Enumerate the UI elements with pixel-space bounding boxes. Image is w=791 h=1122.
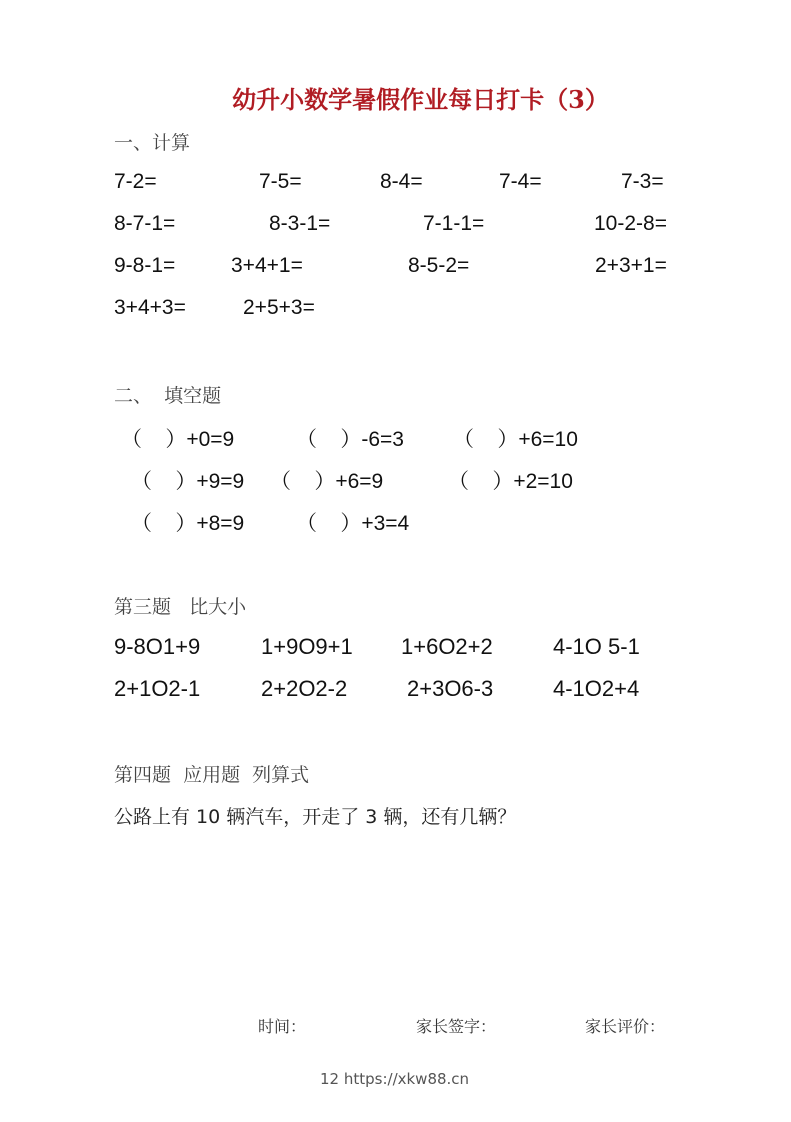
calc-item: 3+4+1=: [231, 254, 303, 277]
page-title: 幼升小数学暑假作业每日打卡（3）: [232, 85, 609, 114]
calc-item: 8-7-1=: [114, 212, 176, 235]
fill-blank-item: （ ）+0=9: [121, 428, 235, 451]
calc-item: 8-4=: [380, 170, 423, 193]
calc-item: 2+3+1=: [595, 254, 667, 277]
compare-item: 4-1O 5-1: [553, 634, 640, 659]
calc-item: 7-5=: [259, 170, 302, 193]
compare-item: 1+9O9+1: [261, 634, 353, 659]
calc-item: 9-8-1=: [114, 254, 176, 277]
parent-review-label: 家长评价：: [585, 1017, 666, 1036]
compare-item: 9-8O1+9: [114, 634, 201, 659]
page-footer: 12 https://xkw88.cn: [320, 1070, 470, 1088]
time-label: 时间：: [258, 1017, 307, 1036]
calc-item: 8-5-2=: [408, 254, 470, 277]
compare-item: 2+2O2-2: [261, 676, 348, 701]
compare-item: 2+3O6-3: [407, 676, 494, 701]
word-problem: 公路上有 10 辆汽车，开走了 3 辆，还有几辆？: [114, 806, 517, 828]
compare-item: 1+6O2+2: [401, 634, 493, 659]
fill-blank-item: （ ）+9=9: [131, 470, 245, 493]
calc-item: 10-2-8=: [594, 212, 667, 235]
compare-item: 4-1O2+4: [553, 676, 640, 701]
calc-item: 7-2=: [114, 170, 157, 193]
compare-item: 2+1O2-1: [114, 676, 201, 701]
fill-blank-item: （ ）+6=9: [270, 470, 384, 493]
section-4-heading: 第四题 应用题 列算式: [114, 764, 310, 786]
fill-blank-item: （ ）+3=4: [296, 512, 410, 535]
calc-item: 7-4=: [499, 170, 542, 193]
calc-item: 3+4+3=: [114, 296, 186, 319]
section-1-heading: 一、计算: [114, 132, 191, 154]
section-2-heading: 二、 填空题: [114, 385, 222, 407]
calc-item: 7-1-1=: [423, 212, 485, 235]
calc-item: 2+5+3=: [243, 296, 315, 319]
parent-signature-label: 家长签字：: [416, 1017, 497, 1036]
calc-item: 8-3-1=: [269, 212, 331, 235]
fill-blank-item: （ ）+2=10: [448, 470, 573, 493]
fill-blank-item: （ ）+8=9: [131, 512, 245, 535]
fill-blank-item: （ ）+6=10: [453, 428, 578, 451]
fill-blank-item: （ ）-6=3: [296, 428, 404, 451]
calc-item: 7-3=: [621, 170, 664, 193]
section-3-heading: 第三题 比大小: [114, 596, 247, 618]
